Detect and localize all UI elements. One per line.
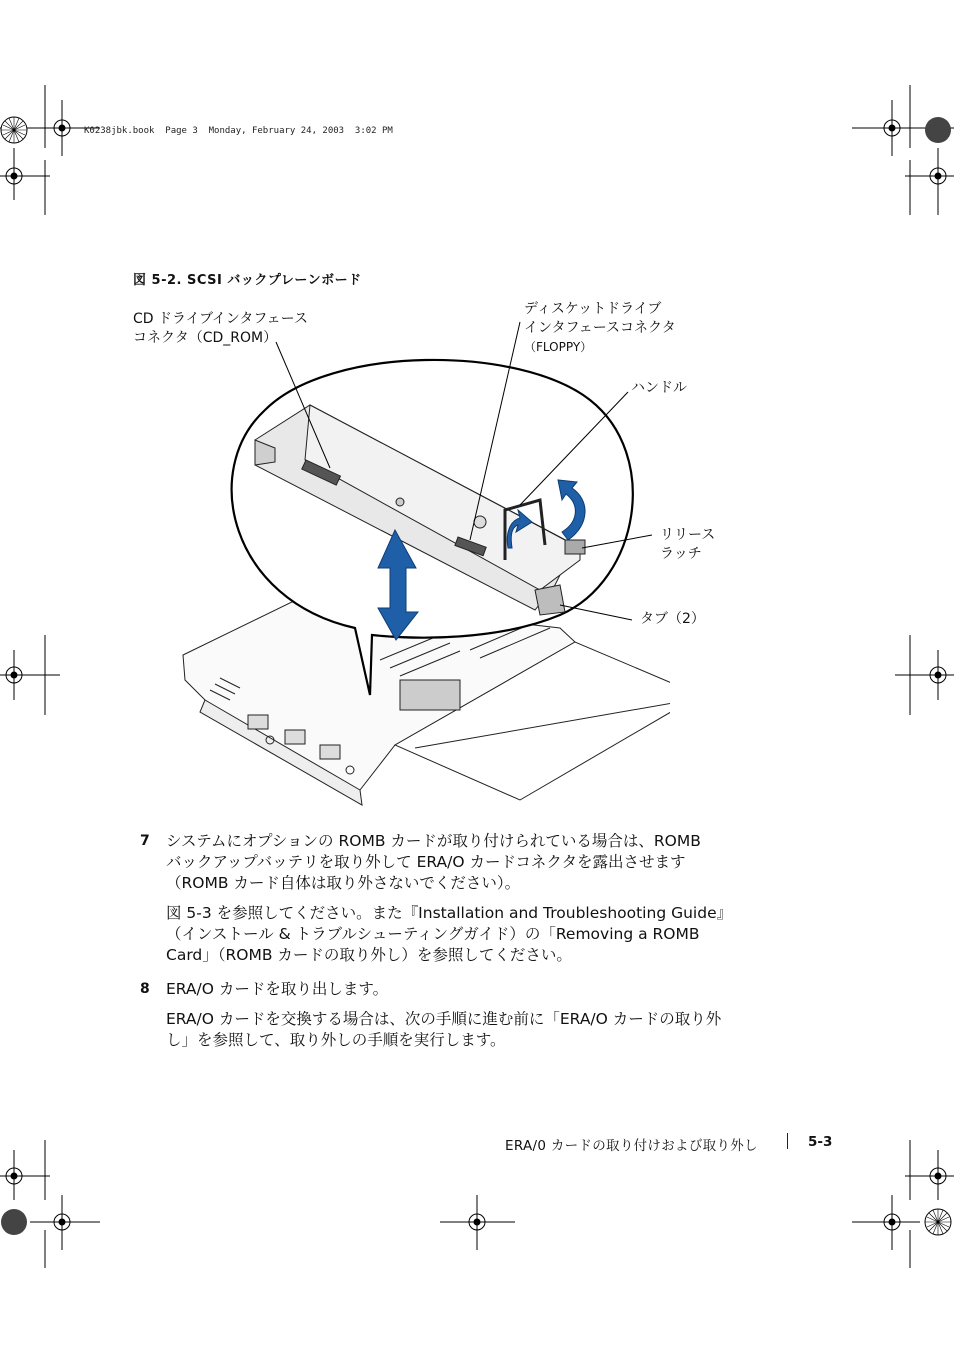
step-text [166,831,741,894]
callout-cd-line2: コネクタ（CD_ROM） [133,330,278,346]
step-7-line-2: バックアップバッテリを取り外して ERA/O カードコネクタを露出させます [166,853,686,871]
step-8-line-1: ERA/O カードを取り出します。 [166,980,389,998]
step-number: 8 [140,981,150,997]
step-8-note-line-2: し」を参照して、取り外しの手順を実行します。 [166,1031,506,1049]
figure-title: 図 5-2. SCSI バックプレーンボード [133,273,362,288]
step-7-note [166,903,746,966]
footer-section-title: ERA/0 カードの取り付けおよび取り外し [505,1138,758,1154]
footer-separator [787,1133,788,1149]
step-7-line-3: （ROMB カード自体は取り外さないでください）。 [166,874,521,892]
step-8-note-line-1: ERA/O カードを交換する場合は、次の手順に進む前に「ERA/O カードの取り外 [166,1010,722,1028]
step-text [166,979,741,1000]
step-7-note-line-2: （インストール & トラブルシューティングガイド）の「Removing a ROMB [166,925,700,943]
book-header-line: K0238jbk.book Page 3 Monday, February 24, 2003 3:02 PM [84,126,393,136]
step-7-note-line-1: 図 5-3 を参照してください。また『Installation and Troubleshooting Guide』 [166,904,733,922]
step-7-note-line-3: Card」（ROMB カードの取り外し）を参照してください。 [166,946,572,964]
step-7-line-1: システムにオプションの ROMB カードが取り付けられている場合は、ROMB [166,832,701,850]
callout-floppy-line2: インタフェースコネクタ [524,320,676,336]
callout-release-latch [660,526,715,564]
callout-latch-line2: ラッチ [660,546,702,562]
callout-latch-line1: リリース [660,527,716,543]
callout-cd-line1: CD ドライブインタフェース [133,311,308,327]
step-number: 7 [140,833,150,849]
callout-floppy-line3: （FLOPPY） [524,340,593,354]
step-8-note [166,1009,746,1051]
callout-handle: ハンドル [631,380,687,396]
callout-floppy-line1: ディスケットドライブ [524,301,662,317]
callout-floppy-connector [524,300,676,357]
callout-cd-connector [133,310,308,348]
page-number: 5-3 [808,1134,833,1150]
callout-tabs: タブ（2） [640,611,705,627]
scsi-backplane-illustration [170,345,670,815]
